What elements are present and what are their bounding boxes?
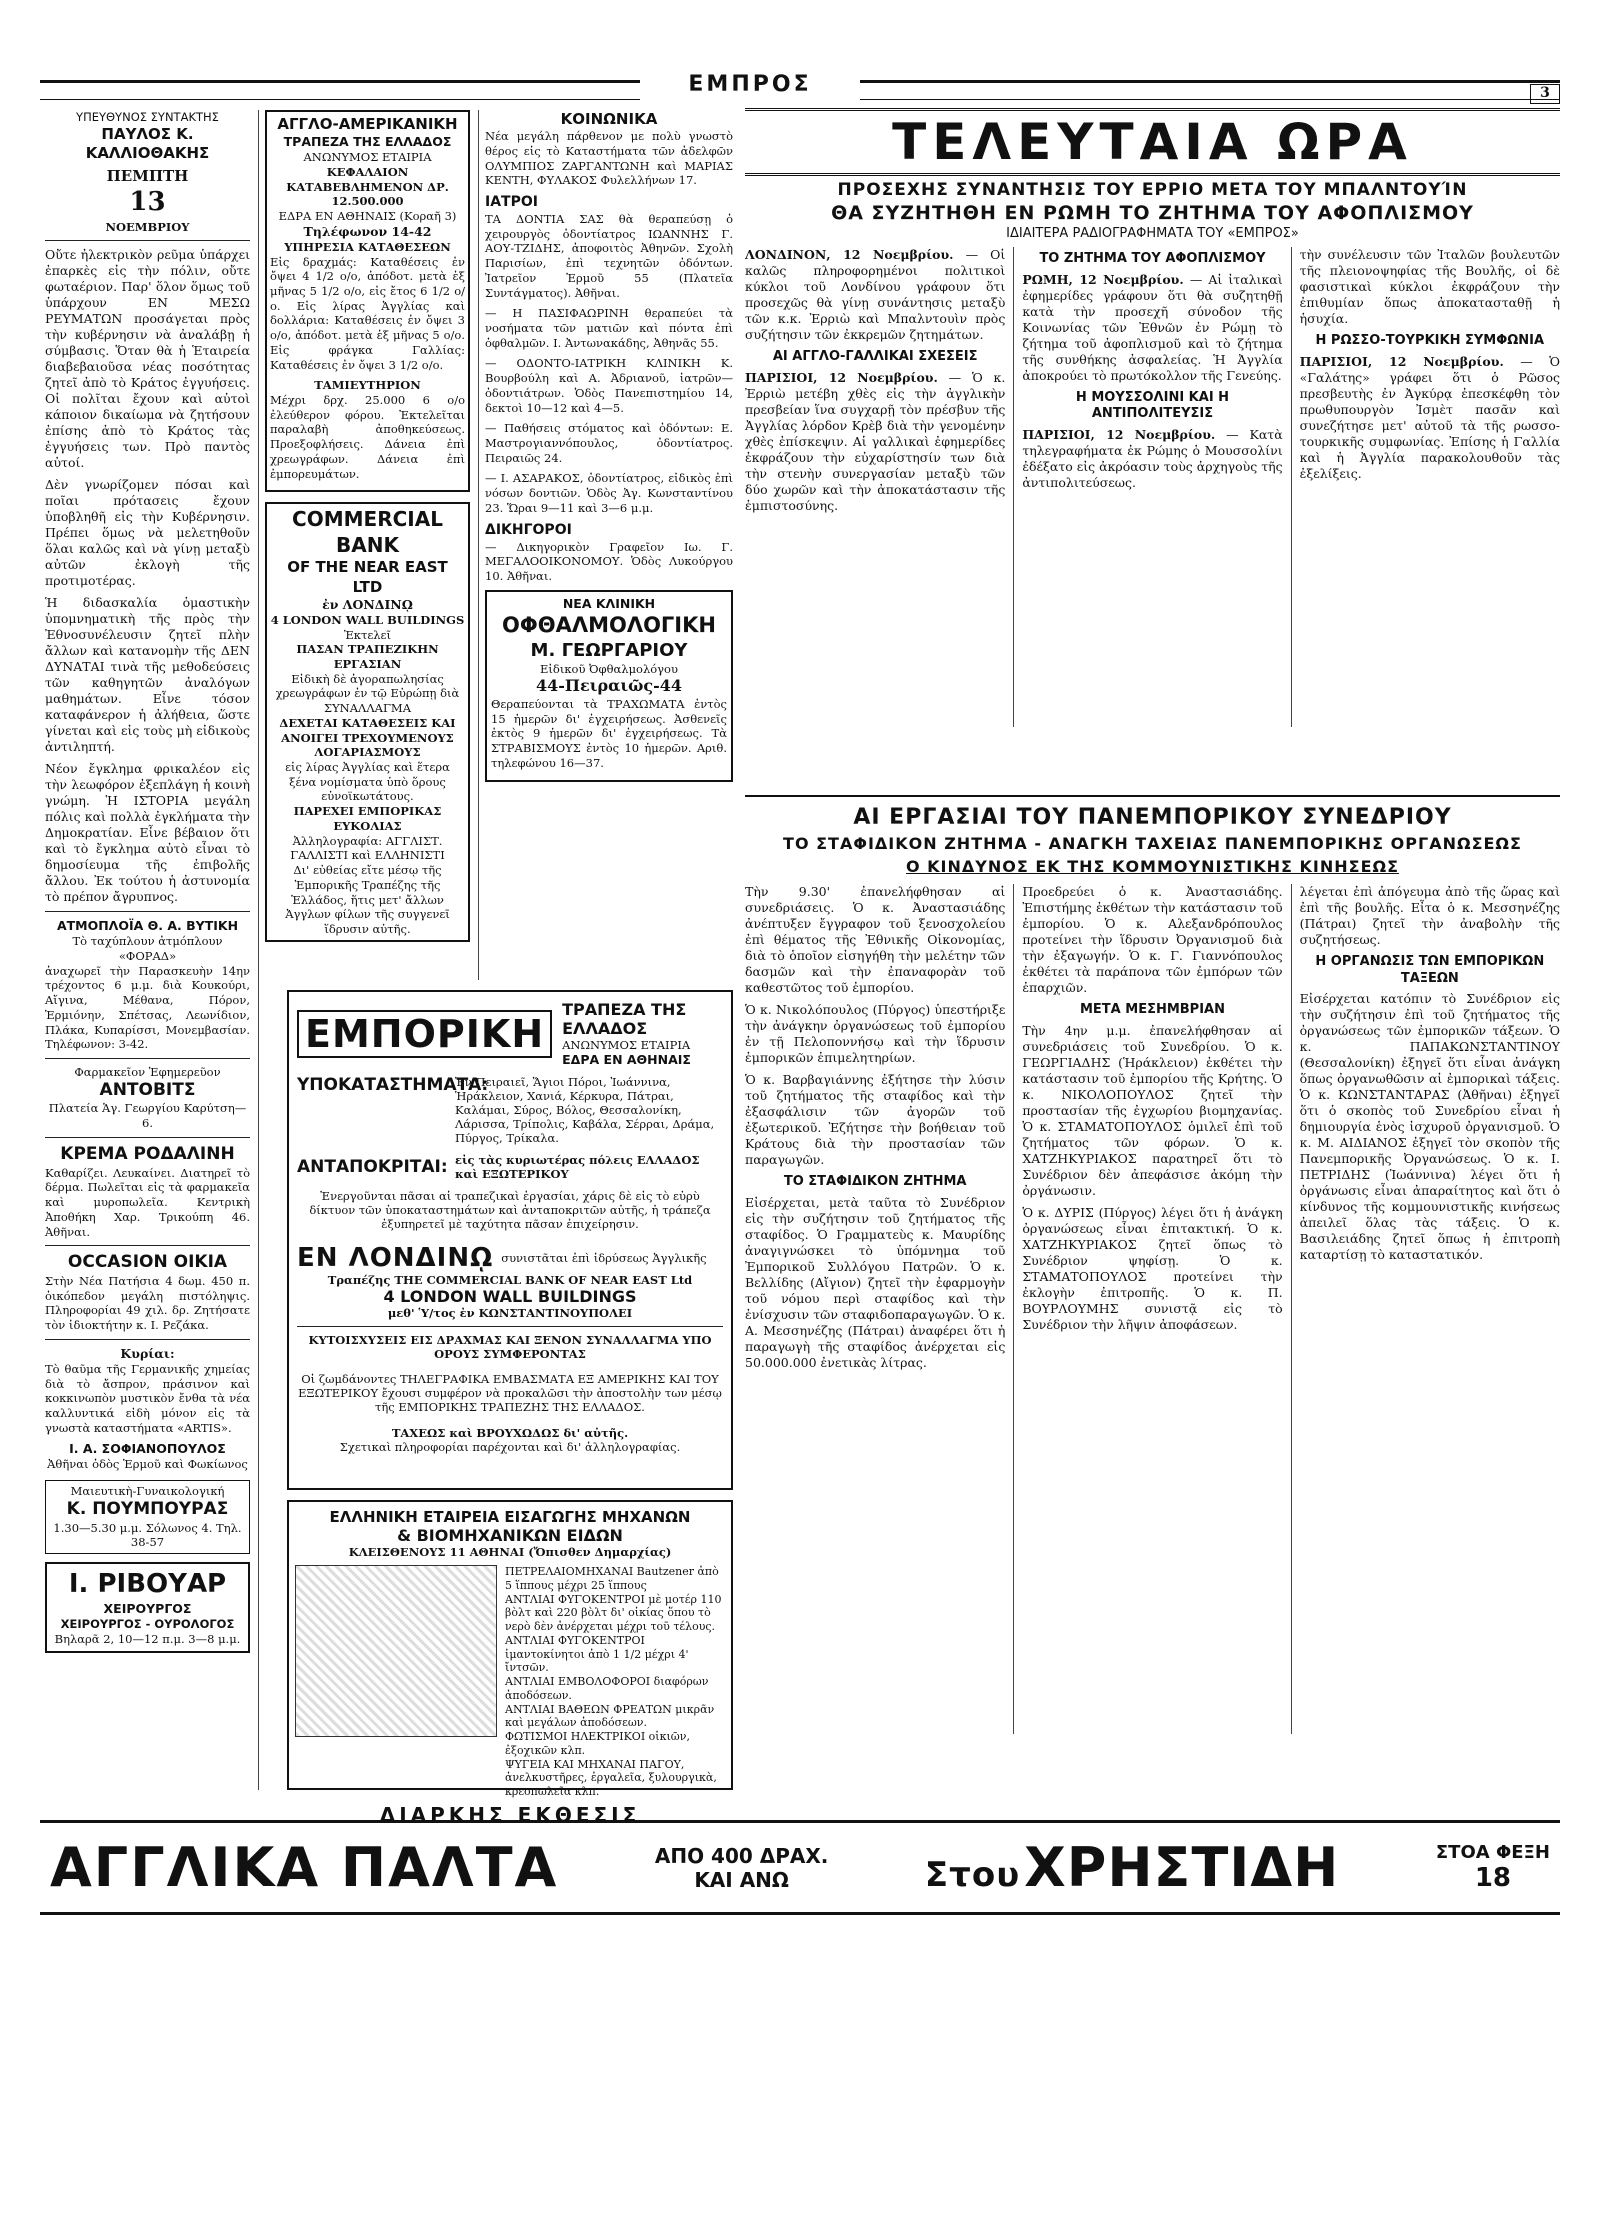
emporiki-seat: ΕΔΡΑ ΕΝ ΑΘΗΝΑΙΣ xyxy=(562,1052,691,1067)
headline: Ο ΚΙΝΔΥΝΟΣ ΕΚ ΤΗΣ ΚΟΜΜΟΥΝΙΣΤΙΚΗΣ ΚΙΝΗΣΕΩΣ xyxy=(905,857,1400,876)
clinic-name: ΟΦΘΑΛΜΟΛΟΓΙΚΗ xyxy=(502,612,716,637)
bottom-ad-price: ΑΠΟ 400 ΔΡΑΧ. xyxy=(654,1843,829,1868)
article-paragraph: Ἡ διδασκαλία ὁμαστικὴν ὑπομνηματικὴ τῆς πρὸς τὴν Ἐθνοσυνέλευσιν ζητεῖ πλὴν ἄλλων καὶ κατανομὴν τῆς ΔΕΝ ΔΥΝΑΤΑΙ τινὰ τῆς μεθοδεύσεις τῶν καθηγητῶν ἀναλόγων μαθημάτων. Εἶνε τόσον καταφάνερον ἡ ἀλήθεια, ὥστε γίνεται καὶ εἰς τοὺς μὴ εἰδικοὺς ἀντιληπτή. xyxy=(45,595,250,755)
day-label: ΠΕΜΠΤΗ xyxy=(106,167,189,186)
subheadline: ΙΔΙΑΙΤΕΡΑ ΡΑΔΙΟΓΡΑΦΗΜΑΤΑ ΤΟΥ «ΕΜΠΡΟΣ» xyxy=(1006,226,1299,241)
article-subheading: Η ΟΡΓΑΝΩΣΙΣ ΤΩΝ ΕΜΠΟΡΙΚΩΝ ΤΑΞΕΩΝ xyxy=(1315,954,1545,986)
london-bank: Τραπέζης THE COMMERCIAL BANK OF NEAR EAST Ltd xyxy=(327,1272,693,1287)
bottom-ad-name: ΧΡΗΣΤΙΔΗ xyxy=(1024,1836,1340,1899)
editor-label: ΥΠΕΥΘΥΝΟΣ ΣΥΝΤΑΚΤΗΣ xyxy=(76,110,219,124)
ad-text: Καθαρίζει. Λευκαίνει. Διατηρεῖ τὸ δέρμα. Πωλεῖται εἰς τὰ φαρμακεῖα καὶ μυροπωλεῖα. Κεντρικὴ Ἀποθήκη Χαρ. Τρικούπη 46. Ἀθῆναι. xyxy=(45,1165,250,1239)
bottom-ad-number: 18 xyxy=(1474,1863,1512,1893)
article-paragraph: Τὴν 9.30' ἐπανελήφθησαν αἱ συνεδριάσεις. Ὁ κ. Ἀναστασιάδης ἀνέπτυξεν ἔγγραφον τοῦ ξενοσχολείου ἐπὶ θέματος τῆς Ἐθνικῆς Οἰκονομίας, διὰ τὸ ὁποῖον εἰσηγήθη τὴν μελέτην τῶν δασμῶν καὶ τὴν ἐπαναφορὰν τοῦ καθεστῶτος τοῦ ἐμπορίου. xyxy=(745,884,1006,995)
product-item: ΨΥΓΕΙΑ ΚΑΙ ΜΗΧΑΝΑΙ ΠΑΓΟΥ, ἀνελκυστῆρες, ἐργαλεῖα, ξυλουργικὰ, κρεοπωλεῖα κλπ. xyxy=(505,1757,717,1798)
engine-illustration xyxy=(295,1565,497,1737)
article-paragraph: Εἰσέρχεται, μετὰ ταῦτα τὸ Συνέδριον εἰς τὴν συζήτησιν τοῦ ζητήματος τῆς σταφίδος. Ὁ Γραμματεὺς κ. Μαυρίδης ἀναγιγνώσκει τὸ ὑπόμνημα τοῦ Ἐμπορικοῦ Συλλόγου Πατρῶν. Ὁ κ. Βελλίδης (Αἴγιον) ζητεῖ τὴν ἐφαρμογὴν τοῦ νόμου περὶ σταφίδος καὶ τὴν ἐνίσχυσιν τῶν σταφιδοπαραγωγῶν. Ὁ κ. Α. Μεσσηνέζης (Πάτραι) ἀναφέρει ὅτι ἡ παραγωγὴ τῆς σταφίδος ἀνέρχεται εἰς 50.000.000 ἐνετικὰς λίτρας. xyxy=(745,1194,1006,1370)
dateline: ΠΑΡΙΣΙΟΙ, 12 Νοεμβρίου. xyxy=(1299,353,1504,369)
machines-title: ΕΛΛΗΝΙΚΗ ΕΤΑΙΡΕΙΑ ΕΙΣΑΓΩΓΗΣ ΜΗΧΑΝΩΝ xyxy=(329,1508,691,1526)
bottom-ad-stoa: ΣΤΟΑ ΦΕΞΗ xyxy=(1435,1842,1550,1863)
bottom-ad-price-suffix: ΚΑΙ ΑΝΩ xyxy=(694,1867,789,1892)
article-paragraph: — Η ΠΑΣΙΦΑΩΡΙΝΗ θεραπεύει τὰ νοσήματα τῶν ματιῶν καὶ πόντα ἐπὶ ὀφθαλμῶν. Ι. Ἀντωνακάδης, Ἀθηνᾶς 55. xyxy=(485,306,733,350)
product-item: ΠΕΤΡΕΛΑΙΟΜΗΧΑΝΑΙ Bautzener ἀπὸ 5 ἵππους μέχρι 25 ἵππους xyxy=(505,1565,719,1592)
bank-subtitle: ΤΡΑΠΕΖΑ ΤΗΣ ΕΛΛΑΔΟΣ xyxy=(283,134,452,150)
clinic-address: 44-Πειραιῶς-44 xyxy=(535,676,683,696)
dateline: ΡΩΜΗ, 12 Νοεμβρίου. xyxy=(1022,271,1184,287)
emporiki-type: ΑΝΩΝΥΜΟΣ ΕΤΑΙΡΙΑ xyxy=(562,1038,691,1052)
news-text: — Κατὰ τηλεγραφήματα ἐκ Ρώμης ὁ Μουσσολίνι ἐδέξατο εἰς ἀκρόασιν τοὺς ἀρχηγοὺς τῆς ἀντιπολιτεύσεως. xyxy=(1022,426,1283,490)
cbank-line: ΠΑΡΕΧΕΙ ΕΜΠΟΡΙΚΑΣ ΕΥΚΟΛΙΑΣ xyxy=(293,804,442,833)
masthead-title: ΕΜΠΡΟΣ xyxy=(640,72,860,102)
clinic-text: Θεραπεύονται τὰ ΤΡΑΧΩΜΑΤΑ ἐντὸς 15 ἡμερῶν δι' ἐγχειρήσεως. Ἀσθενεῖς ἐκτὸς 9 ἡμερῶν δι' ἐγχειρήσεως. Τὰ ΣΤΡΑΒΙΣΜΟΥΣ ἐντὸς 10 ἡμερῶν. Αριθ. τηλεφώνου 16—37. xyxy=(491,696,727,770)
product-item: ΑΝΤΛΙΑΙ ΒΑΘΕΩΝ ΦΡΕΑΤΩΝ μικρᾶν καὶ μεγάλων ἀποδόσεων. xyxy=(505,1702,715,1730)
emporiki-ad xyxy=(287,990,733,1490)
bottom-ad xyxy=(40,1820,1560,1915)
info-text: Σχετικαὶ πληροφορίαι παρέχονται καὶ δι' ἀλληλογραφίας. xyxy=(339,1439,681,1454)
london-sub: συνιστᾶται ἐπὶ ἰδρύσεως Ἀγγλικῆς xyxy=(501,1250,707,1265)
safe-text: ΤΑΧΕΩΣ καὶ ΒΡΟΥΧΩΔΩΣ δι' αὐτῆς. xyxy=(391,1425,629,1440)
article-paragraph: Προεδρεύει ὁ κ. Ἀναστασιάδης. Ἐπιστήμης ἐκθέτων τὴν κατάστασιν τοῦ ἐμπορίου. Ὁ κ. Αλεξανδρόπουλος προτείνει τὴν ἵδρυσιν Ὀργανισμοῦ διὰ τὴν ἐξαγωγήν. Ὁ κ. Γ. Γιαννόπουλος ἐκθέτει τὰ παράπονα τῶν ἐμπόρων τῶν ἐπαρχιῶν. xyxy=(1022,884,1283,995)
article-subheading: ΤΟ ΣΤΑΦΙΔΙΚΟΝ ΖΗΤΗΜΑ xyxy=(783,1174,967,1189)
headline: ΠΡΟΣΕΧΗΣ ΣΥΝΑΝΤΗΣΙΣ ΤΟΥ ΕΡΡΙΟ ΜΕΤΑ ΤΟΥ ΜΠΑΛΝΤΟΥΊΝ xyxy=(837,180,1468,200)
london-label: ΕΝ ΛΟΝΔΙΝῼ xyxy=(297,1242,494,1273)
news-column xyxy=(1022,247,1282,727)
section-heading: ΔΙΚΗΓΟΡΟΙ xyxy=(485,521,572,538)
article-paragraph: Οὔτε ἠλεκτρικὸν ρεῦμα ὑπάρχει ἐπαρκὲς εἰς τὴν πόλιν, οὔτε φωταέριον. Παρ' ὅλον ὅμως τοῦ ὑπάρχουν ΕΝ ΜΕΣΩ ΡΕΥΜΑΤΩΝ προσάγεται πρὸς τὴν κυβέρνησιν νὰ ἀναλάβῃ ἡ σύμβασις. Ὅταν θὰ ἡ Ἑταιρεία διαβεβαιοῦσα νέας ποσότητας ζητεῖ ἀπὸ τὸ Κράτος ἐγγυήσεις. Οἱ πολῖται ἔχουν καὶ αὐτοὶ κάποιον δικαίωμα νὰ ζητήσουν ἐπίσης ἀπὸ τὸ Κράτος τὰς ἐγγυήσεις των. Πρὸ παντὸς αὐτοί. xyxy=(45,247,250,471)
article-paragraph: ΤΑ ΔΟΝΤΙΑ ΣΑΣ θὰ θεραπεύσῃ ὁ χειρουργὸς ὀδοντίατρος ΙΩΑΝΝΗΣ Γ. ΑΟΥ-ΤΖΙΔΗΣ, ἀποφοιτὸς Ἀθηνῶν. Σχολὴ Παρισίων, ἐπὶ τεχνητῶν ὀδόντων. Ἰατρεῖον Ἑρμοῦ 55 (Πλατεῖα Συντάγματος). Ἀθῆναι. xyxy=(485,211,733,300)
product-item: ΑΝΤΛΙΑΙ ΕΜΒΟΛΟΦΟΡΟΙ διαφόρων ἀποδόσεων. xyxy=(505,1675,709,1702)
fx-title: ΚΥΤΟΙΣΧΥΣΕΙΣ ΕΙΣ ΔΡΑΧΜΑΣ ΚΑΙ ΞΕΝΟΝ ΣΥΝΑΛΛΑΓΜΑ ΥΠΟ ΟΡΟΥΣ ΣΥΜΦΕΡΟΝΤΑΣ xyxy=(308,1332,712,1361)
article-paragraph: — Δικηγορικὸν Γραφεῖον Ιω. Γ. ΜΕΓΑΛΟΟΙΚΟΝΟΜΟΥ. Ὁδὸς Λυκούργου 10. Ἀθῆναι. xyxy=(485,539,733,583)
ad-text: Τὸ θαῦμα τῆς Γερμανικῆς χημείας διὰ τὸ ἄσπρον, πράσινον καὶ κοκκινωπὸν μυστικὸν ἔνθα τὰ νέα καλλυντικά εἰδὴ μόνον εἰς τὰ γνωστὰ καταστήματα «ARTIS». xyxy=(45,1361,250,1435)
article-paragraph: — ΟΔΟΝΤΟ-ΙΑΤΡΙΚΗ ΚΛΙΝΙΚΗ Κ. Βουρβούλη καὶ Α. Ἀδριανοῦ, ἰατρῶν—ὀδοντιάτρων. Ὁδὸς Πανεπιστημίου 14, δεκτοὶ 10—12 καὶ 4—5. xyxy=(485,356,733,415)
article-subheading: ΜΕΤΑ ΜΕΣΗΜΒΡΙΑΝ xyxy=(1079,1002,1225,1017)
ad-line: Βηλαρᾶ 2, 10—12 π.μ. 3—8 μ.μ. xyxy=(54,1632,241,1647)
article-paragraph: Ὁ κ. ΔΥΡΙΣ (Πύργος) λέγει ὅτι ἡ ἀνάγκη ὀργανώσεως εἶναι ἐπιτακτική. Ὁ κ. ΧΑΤΖΗΚΥΡΙΑΚΟΣ ζητεῖ ὅπως τὸ Συνέδριον ψηφίσῃ. Ὁ κ. ΣΤΑΜΑΤΟΠΟΥΛΟΣ προτείνει τὴν ἐκλογὴν ἐπιτροπῆς. Ὁ κ. Π. ΒΟΥΡΛΟΥΜΗΣ συνιστᾷ εἰς τὸ Συνέδριον τὴν λῆψιν ἀποφάσεων. xyxy=(1022,1204,1283,1332)
machines-subtitle: & ΒΙΟΜΗΧΑΝΙΚΩΝ ΕΙΔΩΝ xyxy=(397,1526,623,1545)
cbank-line: ΔΕΧΕΤΑΙ ΚΑΤΑΘΕΣΕΙΣ ΚΑΙ ΑΝΟΙΓΕΙ ΤΡΕΧΟΥΜΕΝΟΥΣ ΛΟΓΑΡΙΑΣΜΟΥΣ xyxy=(279,715,456,760)
product-item: ΑΝΤΛΙΑΙ ΦΥΓΟΚΕΝΤΡΟΙ μὲ μοτέρ 110 βὸλτ καὶ 220 βὸλτ δι' οἰκίας ὅπου τὸ νερὸ δὲν ἀνέρχεται μέχρι τοῦ τέλους. xyxy=(505,1592,722,1633)
news-heading: Η ΜΟΥΣΣΟΛΙΝΙ ΚΑΙ Η ΑΝΤΙΠΟΛΙΤΕΥΣΙΣ xyxy=(1075,389,1230,422)
headline: ΑΙ ΕΡΓΑΣΙΑΙ ΤΟΥ ΠΑΝΕΜΠΟΡΙΚΟΥ ΣΥΝΕΔΡΙΟΥ xyxy=(853,805,1452,830)
london-address: 4 LONDON WALL BUILDINGS xyxy=(383,1286,637,1306)
bank-savings-text: Μέχρι δρχ. 25.000 6 ο/ο ἐλεύθερον φόρου. Ἐκτελεῖται παραλαβὴ ἀποθηκεύσεως. Προεξοφλήσεις. Δάνεια ἐπὶ χρεωγράφων. Δάνεια ἐπὶ ἐμπορευμάτων. xyxy=(270,392,465,481)
article-paragraph: — Ι. ΑΣΑΡΑΚΟΣ, ὀδοντίατρος, εἰδικὸς ἐπὶ νόσων δοντιῶν. Ὁδὸς Ἀγ. Κωνσταντίνου 23. Ὥραι 9—11 καὶ 3—6 μ.μ. xyxy=(485,471,733,515)
news-heading: ΤΟ ΖΗΤΗΜΑ ΤΟΥ ΑΦΟΠΛΙΣΜΟΥ xyxy=(1039,251,1266,266)
bank-dept: ΥΠΗΡΕΣΙΑ ΚΑΤΑΘΕΣΕΩΝ xyxy=(284,239,451,254)
news-text: τὴν συνέλευσιν τῶν Ἰταλῶν βουλευτῶν τῆς πλειονοψηφίας τῆς Βουλῆς, οἱ δὲ φασιστικαὶ κύκλοι ἐκφράζουν τὴν ἐπιθυμίαν ὅπως ἀποκατασταθῇ ἡ ἡσυχία. xyxy=(1299,247,1560,326)
article-paragraph: Ὁ κ. Νικολόπουλος (Πύργος) ὑπεστήριξε τὴν ἀνάγκην ὀργανώσεως τοῦ ἐμπορίου ἐν τῇ Πελοποννήσῳ καὶ τὴν ἵδρυσιν ἐμπορικῶν ἐπιμελητηρίων. xyxy=(745,1002,1006,1065)
cbank-line: Εἰδικὴ δὲ ἀγοραπωλησίας χρεωγράφων ἐν τῷ Εὐρώπῃ διὰ ΣΥΝΑΛΛΑΓΜΑ xyxy=(275,671,460,716)
ad-title: ΑΝΤΟΒΙΤΣ xyxy=(99,1079,196,1100)
bank-savings: ΤΑΜΙΕΥΤΗΡΙΟΝ xyxy=(314,378,421,393)
article-paragraph: Τὴν 4ην μ.μ. ἐπανελήφθησαν αἱ συνεδριάσεις τοῦ Συνεδρίου. Ὁ κ. ΓΕΩΡΓΙΑΔΗΣ (Ἡράκλειον) ἐκθέτει τὴν κατάστασιν τοῦ ἐμπορίου τῆς Κρήτης. Ὁ κ. ΝΙΚΟΛΟΠΟΥΛΟΣ ζητεῖ τὴν προστασίαν τῆς ἐγχωρίου βιομηχανίας. Ὁ κ. ΣΤΑΜΑΤΟΠΟΥΛΟΣ ὁμιλεῖ ἐπὶ τοῦ ζητήματος τῶν φόρων. Ὁ κ. ΧΑΤΖΗΚΥΡΙΑΚΟΣ παρατηρεῖ ὅτι τὸ Συνέδριον δὲν ἀπεφάσισε ἀκόμη τὴν ὀργάνωσιν. xyxy=(1022,1022,1283,1198)
ad-title: ΑΤΜΟΠΛΟΪΑ Θ. Α. ΒΥΤΙΚΗ xyxy=(56,918,239,934)
article-paragraph: Ὁ κ. Βαρβαγιάννης ἐξήτησε τὴν λύσιν τοῦ ζητήματος τῆς σταφίδος καὶ τὴν ἐξασφάλισιν τῶν ἀγορῶν τοῦ ἐξωτερικοῦ. Ἐζήτησε τὴν βοήθειαν τοῦ Κράτους διὰ τὴν προστασίαν τῶν παραγωγῶν. xyxy=(745,1072,1006,1167)
editor-name: ΠΑΥΛΟΣ Κ. ΚΑΛΛΙΟΘΑΚΗΣ xyxy=(85,124,210,162)
ad-line: ΧΕΙΡΟΥΡΓΟΣ xyxy=(103,1601,192,1617)
ad-title: ΚΡΕΜΑ ΡΟΔΑΛΙΝΗ xyxy=(60,1143,235,1164)
news-text: — Ὁ κ. Ἐρριὼ μετέβη χθὲς εἰς τὴν ἀγγλικὴν πρεσβείαν ἵνα συγχαρῇ τὸν πρέσβυν τῆς Ἀγγλίας λόρδον Κρὲβ διὰ τὴν γενομένην χθὲς ἐπίσκεψιν. Αἱ γαλλικαὶ ἐφημερίδες ἐκφράζουν τὴν εὐχαρίστησίν των διὰ τὴν στενὴν συνεργασίαν μεταξὺ τῶν δύο χωρῶν καὶ τὴν ἀποκατάστασιν τῆς ἐμπιστοσύνης. xyxy=(745,369,1006,513)
bank-capital: ΚΕΦΑΛΑΙΟΝ ΚΑΤΑΒΕΒΛΗΜΕΝΟΝ ΔΡ. 12.500.000 xyxy=(286,164,449,209)
month-label: ΝΟΕΜΒΡΙΟΥ xyxy=(105,219,190,234)
ad-subtitle: Μαιευτικὴ-Γυναικολογική xyxy=(70,1484,225,1499)
page-number: 3 xyxy=(1530,84,1560,104)
article-paragraph: Εἰσέρχεται κατόπιν τὸ Συνέδριον εἰς τὴν συζήτησιν ἐπὶ τοῦ ζητήματος τῆς ὀργανώσεως τῶν ἐμπορικῶν τάξεων. Ὁ κ. ΠΑΠΑΚΩΝΣΤΑΝΤΙΝΟΥ (Θεσσαλονίκη) ἐξηγεῖ ὅτι εἶναι ἀνάγκη ὅπως ὀργανωθῶσιν αἱ ἐμπορικαὶ τάξεις. Ὁ κ. ΚΩΝΣΤΑΝΤΑΡΑΣ (Ἀθῆναι) ἐξηγεῖ ὅτι ὁ σκοπὸς τοῦ Συνεδρίου εἶναι ἡ δημιουργία ἑνὸς ἰσχυροῦ ὀργανισμοῦ. Ὁ κ. Μ. ΑΙΔΙΑΝΟΣ ἐξηγεῖ τὸν σκοπὸν τῆς Πανεμπορικῆς Ὀργανώσεως. Ὁ κ. Ι. ΠΕΤΡΙΔΗΣ (Ἰωάννινα) λέγει ὅτι ἡ ὀργάνωσις εἶναι ἀπαραίτητος καὶ ὅτι ὁ κίνδυνος τῆς κομμουνιστικῆς κινήσεως ἀπειλεῖ ὅλας τὰς τάξεις. Ὁ κ. Βασιλειάδης ζητεῖ ὅπως ἡ ἐπιτροπὴ καταρτίσῃ τὸ καταστατικόν. xyxy=(1299,991,1560,1263)
column-2 xyxy=(265,110,470,980)
bank-rates: Εἰς δραχμάς: Καταθέσεις ἐν ὄψει 4 1/2 ο/ο, ἀπόδοτ. μετὰ ἑξ μῆνας 5 1/2 ο/ο, εἰς ἔτος 6 1/2 ο/ο. Εἰς λίρας Ἀγγλίας καὶ δολλάρια: Καταθέσεις ἐν ὄψει 3 ο/ο, ἀπόδοτ. μετὰ ἑξ μῆνας 5 ο/ο. Εἰς φράγκα Γαλλίας: Καταθέσεις ἐν ὄψει 3 1/2 ο/ο. xyxy=(270,254,465,372)
article-column xyxy=(1300,884,1560,1734)
last-news xyxy=(745,108,1560,788)
article-paragraph: — Παθήσεις στόματος καὶ ὀδόντων: Ε. Μαστρογιαννόπουλος, ὀδοντίατρος. Πειραιῶς 24. xyxy=(485,421,733,465)
ad-text: Πλατεία Ἁγ. Γεωργίου Καρύτση—6. xyxy=(48,1101,247,1131)
news-text: — Οἱ καλῶς πληροφορημένοι πολιτικοὶ κύκλοι τοῦ Λονδίνου γράφουν ὅτι προσεχῶς θὰ γίνῃ συνάντησις μεταξὺ τῶν κ.κ. Ἐρριὼ καὶ Μπαλντουὶν πρὸς συζήτησιν τῶν ἐκκρεμῶν ζητημάτων. xyxy=(745,247,1006,342)
ad-small: Φαρμακεῖον Ἐφημερεῦον xyxy=(74,1065,221,1080)
article-column xyxy=(745,884,1005,1734)
column-rule xyxy=(258,110,259,1790)
news-column xyxy=(1300,247,1560,727)
banner-headline: ΤΕΛΕΥΤΑΙΑ ΩΡΑ xyxy=(745,108,1560,176)
news-text: — Αἱ ἰταλικαὶ ἐφημερίδες γράφουν ὅτι θὰ συζητηθῇ κατὰ τὴν προσεχῆ σύνοδον τῆς Κοινωνίας τῶν Ἐθνῶν ἐν Ρώμῃ τὸ ζήτημα τοῦ ἀφοπλισμοῦ καὶ τὸ ζήτημα τῆς συνθήκης ἀσφαλείας. Ἡ Ἀγγλία ἀποκρούει τὸ πρωτόκολλον τῆς Γενεύης. xyxy=(1022,271,1283,383)
headline: ΤΟ ΣΤΑΦΙΔΙΚΟΝ ΖΗΤΗΜΑ - ΑΝΑΓΚΗ ΤΑΧΕΙΑΣ ΠΑΝΕΜΠΟΡΙΚΗΣ ΟΡΓΑΝΩΣΕΩΣ xyxy=(783,834,1522,853)
london-branch: μεθ' Ὑ/τος ἐν ΚΩΝΣΤΑΝΤΙΝΟΥΠΟΛΕΙ xyxy=(387,1305,633,1320)
clinic-doctor: Μ. ΓΕΩΡΓΑΡΙΟΥ xyxy=(530,639,688,661)
cbank-city: ἐν ΛΟΝΔΙΝῼ xyxy=(322,596,413,612)
column-rule xyxy=(478,110,479,980)
bank-type: ΑΝΩΝΥΜΟΣ ΕΤΑΙΡΙΑ xyxy=(303,150,432,165)
news-heading: Η ΡΩΣΣΟ-ΤΟΥΡΚΙΚΗ ΣΥΜΦΩΝΙΑ xyxy=(1315,333,1545,348)
dateline: ΠΑΡΙΣΙΟΙ, 12 Νοεμβρίου. xyxy=(1022,426,1216,442)
ad-title: Ι. ΡΙΒΟΥΑΡ xyxy=(68,1569,227,1600)
bank-phone: Τηλέφωνον 14-42 xyxy=(303,223,432,239)
section-heading: ΙΑΤΡΟΙ xyxy=(485,194,538,211)
ad-text: Στὴν Νέα Πατήσια 4 δωμ. 450 π. ὀικόπεδον μεγάλη πιστόληψις. Πληροφορίαι 49 χιλ. δρ. Ζητήσατε τὸν ἰδιοκτήτην κ. Ι. Ρεζάκα. xyxy=(45,1274,250,1333)
branches-text: Ἐν Πειραιεῖ, Ἅγιοι Πόροι, Ἰωάννινα, Ἡράκλειον, Χανιά, Κέρκυρα, Πάτραι, Καλάμαι, Σύρος, Βόλος, Θεσσαλονίκη, Λάρισσα, Τρίπολις, Καβάλα, Σέρραι, Δράμα, Πύργος, Τρίκαλα. xyxy=(455,1075,715,1145)
congress-article xyxy=(745,795,1560,1805)
column-3 xyxy=(485,110,733,980)
cbank-of: OF THE NEAR EAST LTD xyxy=(287,558,448,596)
ad-title: Κυρίαι: xyxy=(120,1345,175,1361)
clinic-title: ΝΕΑ ΚΛΙΝΙΚΗ xyxy=(562,595,656,611)
news-text: — Ὁ «Γαλάτης» γράφει ὅτι ὁ Ρῶσος πρεσβευτὴς ἐν Ἀγκύρᾳ ἐπεσκέφθη τὸν πρωθυπουργὸν Ἰσμὲτ πασᾶν καὶ συνεζήτησε μετ' αὐτοῦ τὰ τῆς ρωσσο-τουρκικῆς συμφωνίας. Ἐπίσης ἡ Γαλλία καὶ ἡ Ἀγγλία παρακολουθοῦν τὰς ἐξελίξεις. xyxy=(1299,353,1560,481)
emporiki-bank: ΤΡΑΠΕΖΑ ΤΗΣ ΕΛΛΑΔΟΣ xyxy=(562,1000,687,1038)
article-paragraph: λέγεται ἐπὶ ἀπόγευμα ἀπὸ τῆς ὥρας καὶ ἐπὶ τῆς βουλῆς. Εἶτα ὁ κ. Μεσσηνέζης (Πάτραι) ζητεῖ τὴν ἀναβολὴν τῆς συζητήσεως. xyxy=(1299,884,1560,947)
cbank-line: εἰς λίρας Ἀγγλίας καὶ ἕτερα ξένα νομίσματα ὑπὸ ὅρους εὐνοϊκωτάτους. xyxy=(285,760,450,804)
emporiki-title: ΕΜΠΟΡΙΚΗ xyxy=(297,1010,552,1058)
cbank-line: Ἀλληλογραφία: ΑΓΓΛΙΣΤ. ΓΑΛΛΙΣΤΙ καὶ ΕΛΛΗΝΙΣΤΙ xyxy=(290,833,445,863)
bottom-ad-main: ΑΓΓΛΙΚΑ ΠΑΛΤΑ xyxy=(50,1836,559,1899)
ad-signature: Ι. Α. ΣΟΦΙΑΝΟΠΟΥΛΟΣ xyxy=(69,1441,226,1457)
cbank-line: Δι' εὐθείας εἴτε μέσῳ τῆς Ἐμπορικῆς Τραπέζης τῆς Ἑλλάδος, ἥτις μετ' ἄλλων Ἀγγλων φίλων τῆς συγγενεῖ ἵδρυσιν αὐτῆς. xyxy=(285,863,450,936)
ad-text: ἀναχωρεῖ τὴν Παρασκευὴν 14ην τρέχοντος 6 μ.μ. διὰ Κουκούρι, Αἴγινα, Μέθανα, Πόρον, Ἑρμιόνην, Σπέτσας, Λεωνίδιον, Πλάκα, Κυπαρίσσι, Μονεμβασίαν. Τηλέφωνον: 3-42. xyxy=(45,963,250,1052)
ad-title: OCCASION ΟΙΚΙΑ xyxy=(67,1252,228,1273)
machines-ad xyxy=(287,1500,733,1827)
headline: ΘΑ ΣΥΖΗΤΗΘΗ ΕΝ ΡΩΜΗ ΤΟ ΖΗΤΗΜΑ ΤΟΥ ΑΦΟΠΛΙΣΜΟΥ xyxy=(831,202,1474,224)
ad-subtitle: Τὸ ταχύπλουν ἀτμόπλουν «ΦΟΡΑΔ» xyxy=(72,934,223,963)
dateline: ΠΑΡΙΣΙΟΙ, 12 Νοεμβρίου. xyxy=(745,369,938,385)
operations-text: Ἐνεργοῦνται πᾶσαι αἱ τραπεζικαὶ ἐργασίαι, χάρις δὲ εἰς τὸ εὐρὺ δίκτυον τῶν ὑποκαταστημάτων καὶ ἀνταποκριτῶν αὐτῆς, ἡ τράπεζα ἐξυπηρετεῖ μὲ ταχύτητα πᾶσαν ἐπιχείρησιν. xyxy=(309,1189,711,1231)
bank-seat: ΕΔΡΑ ΕΝ ΑΘΗΝΑΙΣ (Κοραῆ 3) xyxy=(278,209,457,224)
article-column xyxy=(1022,884,1282,1734)
article-paragraph: Νέα μεγάλη πάρθενον με πολὺ γνωστὸ θέρος εἰς τὸ Καταστήματα τῶν ἀδελφῶν ΟΛΥΜΠΙΟΣ ΖΑΡΓΑΝΤΩΝΗ καὶ ΜΑΡΙΑΣ ΚΕΝΤΗ, ΦΥΛΑΚΟΣ Φυλελλήνων 17. xyxy=(485,129,733,188)
machines-footer: ΔΙΑΡΚΗΣ ΕΚΘΕΣΙΣ xyxy=(379,1802,641,1827)
news-column xyxy=(745,247,1005,727)
clinic-specialty: Εἰδικοῦ Ὀφθαλμολόγου xyxy=(540,661,678,676)
branches-label: ΥΠΟΚΑΤΑΣΤΗΜΑΤΑ: xyxy=(297,1075,489,1095)
date-number: 13 xyxy=(129,187,166,218)
correspondents-text: εἰς τὰς κυριωτέρας πόλεις ΕΛΛΑΔΟΣ καὶ ΕΞΩΤΕΡΙΚΟΥ xyxy=(455,1153,700,1181)
cbank-exec: Ἐκτελεῖ xyxy=(343,627,392,642)
fx-text: Οἱ ζωμδάνοντες ΤΗΛΕΓΡΑΦΙΚΑ ΕΜΒΑΣΜΑΤΑ ΕΞ ΑΜΕΡΙΚΗΣ ΚΑΙ ΤΟΥ ΕΞΩΤΕΡΙΚΟΥ ἔχουσι συμφέρον νὰ προκαλῶσι τὴν ἀποστολὴν των μέσῳ τῆς ΕΜΠΟΡΙΚΗΣ ΤΡΑΠΕΖΗΣ ΤΗΣ ΕΛΛΑΔΟΣ. xyxy=(298,1372,722,1414)
ad-address: Ἀθῆναι ὁδὸς Ἑρμοῦ καὶ Φωκίωνος xyxy=(47,1457,248,1472)
ad-hours: 1.30—5.30 μ.μ. Σόλωνος 4. Τηλ. 38-57 xyxy=(53,1520,242,1550)
ad-title: Κ. ΠΟΥΜΠΟΥΡΑΣ xyxy=(66,1498,229,1519)
ad-line: ΧΕΙΡΟΥΡΓΟΣ - ΟΥΡΟΛΟΓΟΣ xyxy=(60,1617,235,1632)
section-heading: ΚΟΙΝΩΝΙΚΑ xyxy=(560,110,658,128)
column-1 xyxy=(45,110,250,1790)
dateline: ΛΟΝΔΙΝΟΝ, 12 Νοεμβρίου. xyxy=(745,247,954,262)
bottom-ad-sto: Στου xyxy=(924,1855,1021,1895)
bank-title: ΑΓΓΛΟ-ΑΜΕΡΙΚΑΝΙΚΗ xyxy=(277,115,458,133)
cbank-line: ΠΑΣΑΝ ΤΡΑΠΕΖΙΚΗΝ ΕΡΓΑΣΙΑΝ xyxy=(296,642,439,671)
article-paragraph: Νέον ἔγκλημα φρικαλέον εἰς τὴν λεωφόρον ἐξεπλάγη ἡ κοινὴ γνώμη. Ἡ ΙΣΤΟΡΙΑ μεγάλη πόλις καὶ πολλὰ ἐγκλήματα τὴν Δημοκρατίαν. Εἶνε βέβαιον ὅτι καὶ τὸ ἔγκλημα αὐτὸ εἶναι τὸ δημοσίευμα τῆς ἐπιβολῆς ἄλλου. Ἐκ τούτου ἡ ἀστυνομία τὸ πρέπον ἄγρυπνος. xyxy=(45,761,250,905)
product-item: ΑΝΤΛΙΑΙ ΦΥΓΟΚΕΝΤΡΟΙ ἱμαντοκίνητοι ἀπὸ 1 1/2 μέχρι 4' ἴντσῶν. xyxy=(505,1633,689,1675)
article-paragraph: Δὲν γνωρίζομεν πόσαι καὶ ποῖαι πρότασεις ἔχουν ὑποβληθῆ εἰς τὴν Κυβέρνησιν. Πρέπει ὅμως νὰ μελετηθοῦν ὅλαι καλῶς καὶ νὰ γίνῃ μεταξὺ αὐτῶν ἐκλογὴ τῆς προτιμοτέρας. xyxy=(45,477,250,589)
product-item: ΦΩΤΙΣΜΟΙ ΗΛΕΚΤΡΙΚΟΙ οἰκιῶν, ἐξοχικῶν κλπ. xyxy=(505,1730,690,1757)
cbank-address: 4 LONDON WALL BUILDINGS xyxy=(270,612,465,627)
machines-address: ΚΛΕΙΣΘΕΝΟΥΣ 11 ΑΘΗΝΑΙ (Ὄπισθεν Δημαρχίας) xyxy=(348,1545,672,1559)
correspondents-label: ΑΝΤΑΠΟΚΡΙΤΑΙ: xyxy=(297,1157,448,1177)
cbank-title: COMMERCIAL BANK xyxy=(292,507,443,557)
news-heading: ΑΙ ΑΓΓΛΟ-ΓΑΛΛΙΚΑΙ ΣΧΕΣΕΙΣ xyxy=(772,349,978,364)
